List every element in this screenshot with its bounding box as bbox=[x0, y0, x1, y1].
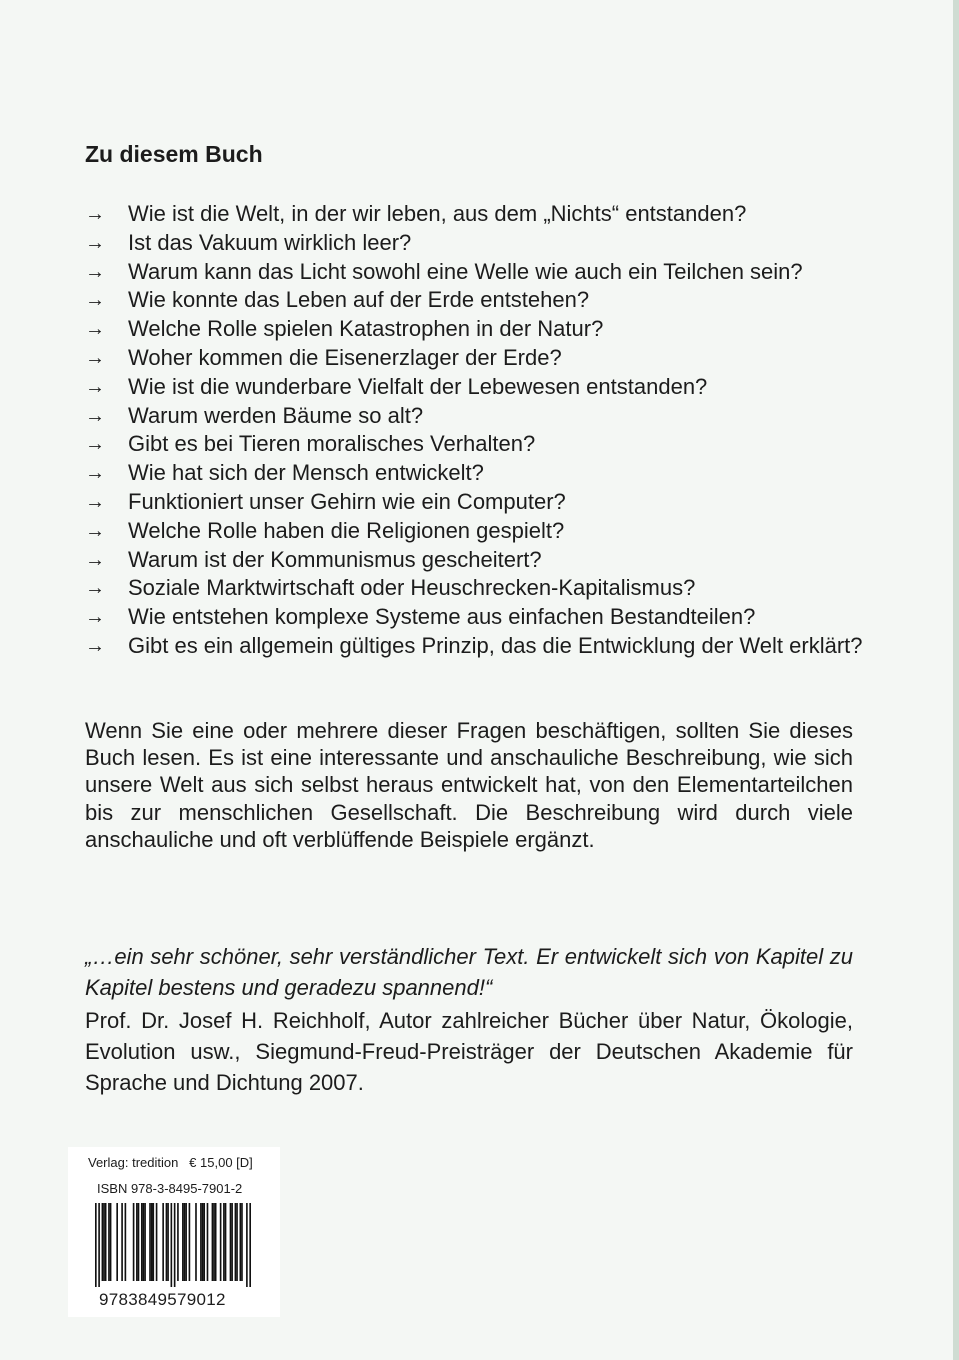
barcode-bar bbox=[108, 1203, 110, 1281]
barcode-bar bbox=[223, 1203, 225, 1281]
question-text: Wie hat sich der Mensch entwickelt? bbox=[128, 460, 484, 486]
question-text: Warum ist der Kommunismus gescheitert? bbox=[128, 546, 542, 572]
question-item bbox=[85, 574, 865, 603]
arrow-right-icon: → bbox=[85, 462, 105, 485]
barcode-bar bbox=[166, 1203, 168, 1281]
barcode-bar bbox=[246, 1203, 248, 1287]
question-item bbox=[85, 517, 865, 546]
barcode-bar bbox=[102, 1203, 104, 1281]
barcode-bar bbox=[200, 1203, 202, 1281]
question-text: Woher kommen die Eisenerzlager der Erde? bbox=[128, 344, 562, 370]
arrow-right-icon: → bbox=[85, 548, 105, 571]
barcode-bar bbox=[213, 1203, 215, 1281]
arrow-right-icon: → bbox=[85, 231, 105, 254]
question-list bbox=[85, 200, 865, 661]
question-item bbox=[85, 603, 865, 632]
question-text: Wie konnte das Leben auf der Erde entstehen? bbox=[128, 287, 590, 313]
barcode-bar bbox=[230, 1203, 232, 1281]
barcode-bar bbox=[231, 1203, 233, 1281]
barcode-bar bbox=[125, 1203, 127, 1281]
question-item bbox=[85, 315, 865, 344]
barcode-bar bbox=[171, 1203, 173, 1287]
arrow-right-icon: → bbox=[85, 404, 105, 427]
question-item bbox=[85, 430, 865, 459]
barcode-bar bbox=[184, 1203, 186, 1281]
barcode-bar bbox=[143, 1203, 145, 1281]
barcode-bar bbox=[212, 1203, 214, 1281]
barcode-bar bbox=[133, 1203, 135, 1281]
arrow-right-icon: → bbox=[85, 577, 105, 600]
barcode-bar bbox=[182, 1203, 184, 1281]
question-text: Wie ist die Welt, in der wir leben, aus dem „Nichts“ entstanden? bbox=[128, 201, 747, 226]
barcode-bar bbox=[116, 1203, 118, 1281]
review-quote: „…ein sehr schöner, sehr verständlicher Text. Er entwickelt sich von Kapitel zu Kapitel bestens und geradezu spannend!“ bbox=[85, 944, 853, 1000]
barcode-bar bbox=[225, 1203, 227, 1281]
barcode-bar bbox=[240, 1203, 242, 1281]
question-text: Gibt es ein allgemein gültiges Prinzip, das die Entwicklung der Welt erklärt? bbox=[128, 632, 863, 658]
barcode-bar bbox=[149, 1203, 151, 1281]
question-item bbox=[85, 632, 865, 661]
barcode-bar bbox=[151, 1203, 153, 1281]
barcode-bar bbox=[136, 1203, 138, 1281]
section-heading: Zu diesem Buch bbox=[85, 141, 263, 167]
barcode-bar bbox=[167, 1203, 169, 1281]
arrow-right-icon: → bbox=[85, 260, 105, 283]
barcode-bar bbox=[144, 1203, 146, 1281]
barcode-bar bbox=[203, 1203, 205, 1281]
barcode-bar bbox=[220, 1203, 222, 1281]
question-item bbox=[85, 229, 865, 258]
publisher-price: Verlag: tredition € 15,00 [D] bbox=[88, 1155, 253, 1170]
question-text: Gibt es bei Tieren moralisches Verhalten? bbox=[128, 431, 536, 457]
arrow-right-icon: → bbox=[85, 634, 105, 657]
question-text: Ist das Vakuum wirklich leer? bbox=[128, 229, 412, 255]
question-text: Welche Rolle spielen Katastrophen in der Natur? bbox=[128, 316, 604, 342]
barcode-bar bbox=[156, 1203, 158, 1281]
question-text: Welche Rolle haben die Religionen gespielt? bbox=[128, 517, 565, 543]
barcode-bar bbox=[189, 1203, 191, 1281]
arrow-right-icon: → bbox=[85, 490, 105, 513]
arrow-right-icon: → bbox=[85, 519, 105, 542]
question-item bbox=[85, 258, 865, 287]
question-item bbox=[85, 286, 865, 315]
barcode-box bbox=[68, 1147, 280, 1317]
barcode-bar bbox=[162, 1203, 164, 1281]
cover-edge-strip bbox=[953, 0, 959, 1360]
barcode-bar bbox=[105, 1203, 107, 1281]
barcode-bar bbox=[152, 1203, 154, 1281]
barcode-bar bbox=[103, 1203, 105, 1281]
isbn-text: ISBN 978-3-8495-7901-2 bbox=[97, 1181, 243, 1196]
barcode-bar bbox=[215, 1203, 217, 1281]
quote-attribution: Prof. Dr. Josef H. Reichholf, Autor zahlreicher Bücher über Natur, Ökologie, Evolution usw., Siegmund-Freud-Preisträger der Deutschen Akademie für Sprache und Dichtung 2007. bbox=[85, 1008, 853, 1095]
question-text: Soziale Marktwirtschaft oder Heuschrecken-Kapitalismus? bbox=[128, 575, 696, 601]
barcode-bar bbox=[207, 1203, 209, 1281]
arrow-right-icon: → bbox=[85, 346, 105, 369]
question-text: Wie ist die wunderbare Vielfalt der Lebewesen entstanden? bbox=[128, 373, 708, 399]
barcode-bar bbox=[195, 1203, 197, 1281]
barcode-bar bbox=[236, 1203, 238, 1281]
question-item bbox=[85, 344, 865, 373]
arrow-right-icon: → bbox=[85, 318, 105, 341]
question-text: Wie entstehen komplexe Systeme aus einfachen Bestandteilen? bbox=[128, 604, 756, 630]
barcode-bar bbox=[95, 1203, 97, 1287]
question-item bbox=[85, 488, 865, 517]
barcode-bar bbox=[138, 1203, 140, 1281]
barcode-bar bbox=[110, 1203, 112, 1281]
barcode-bar bbox=[249, 1203, 251, 1287]
barcode-bar bbox=[121, 1203, 123, 1281]
question-item bbox=[85, 373, 865, 402]
barcode-bar bbox=[185, 1203, 187, 1281]
question-text: Funktioniert unser Gehirn wie ein Computer? bbox=[128, 488, 566, 514]
arrow-right-icon: → bbox=[85, 289, 105, 312]
question-item bbox=[85, 200, 865, 229]
ean-number: 9783849579012 bbox=[99, 1290, 226, 1309]
barcode-bar bbox=[174, 1203, 176, 1287]
barcode-bar bbox=[241, 1203, 243, 1281]
arrow-right-icon: → bbox=[85, 433, 105, 456]
barcode-bar bbox=[202, 1203, 204, 1281]
arrow-right-icon: → bbox=[85, 375, 105, 398]
question-item bbox=[85, 402, 865, 431]
question-item bbox=[85, 459, 865, 488]
barcode-bar bbox=[98, 1203, 100, 1287]
barcode-bar bbox=[141, 1203, 143, 1281]
arrow-right-icon: → bbox=[85, 203, 105, 225]
question-item bbox=[85, 546, 865, 575]
question-text: Warum werden Bäume so alt? bbox=[128, 402, 424, 428]
barcode-bar bbox=[235, 1203, 237, 1281]
barcode-bars bbox=[95, 1203, 251, 1287]
question-text: Warum kann das Licht sowohl eine Welle wie auch ein Teilchen sein? bbox=[128, 258, 803, 284]
arrow-right-icon: → bbox=[85, 606, 105, 629]
barcode-bar bbox=[177, 1203, 179, 1281]
description-paragraph: Wenn Sie eine oder mehrere dieser Fragen beschäftigen, sollten Sie dieses Buch lesen. Es ist eine interessante und anschauliche Beschreibung, wie sich unsere Welt aus sich selbst heraus entwickelt hat, von den Elementarteilchen bis zur menschlichen Gesellschaft. Die Beschreibung wird durch viele anschauliche und oft verblüffende Beispiele ergänzt. bbox=[85, 718, 853, 852]
